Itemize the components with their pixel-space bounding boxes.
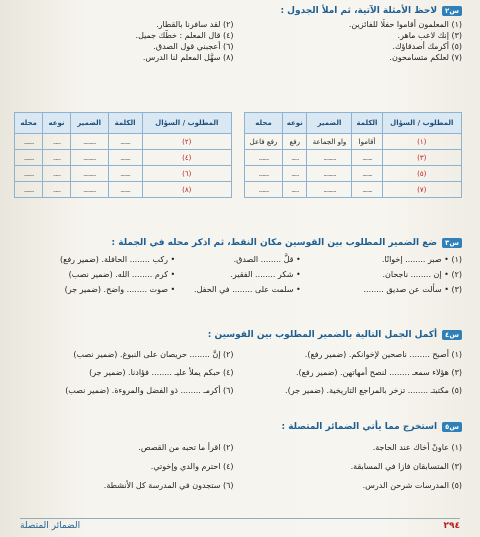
exercise-item: (٢) اقرأ ما تحبه من القصص.	[138, 443, 234, 452]
blank-cell: ..........	[70, 166, 108, 182]
blank-cell: ......	[43, 150, 71, 166]
section-4-header	[14, 422, 462, 432]
section-1-tag: س٢	[442, 6, 462, 16]
table-header: المطلوب / السؤال	[142, 113, 231, 134]
exercise-item: (٣) هؤلاء سمعـ ........ لنصح أمهاتهن. (ضمير رفع).	[295, 368, 462, 377]
section-4-left-col	[14, 438, 234, 495]
table-cell: (٧)	[382, 182, 461, 198]
blank-cell: ........	[15, 166, 43, 182]
table-cell: واو الجماعة	[307, 134, 352, 150]
section-3-right-col	[242, 346, 462, 400]
table-header-row	[245, 113, 462, 134]
blank-cell: ......	[43, 166, 71, 182]
example-item: (٣) إنك لاعب ماهر.	[397, 31, 462, 40]
section-1-examples	[14, 19, 462, 63]
table-cell: (٥)	[382, 166, 461, 182]
section-1-title: لاحظ الأمثلة الآتية، ثم املأ الجدول :	[280, 6, 438, 16]
exercise-item: • ركب ........ الحافلة. (ضمير رفع)	[59, 255, 176, 264]
page-number: ٢٩٤	[443, 521, 460, 531]
section-1-left-col	[14, 19, 234, 63]
table-cell: (٣)	[382, 150, 461, 166]
table-row	[245, 134, 462, 150]
section-1-header	[14, 6, 462, 16]
example-item: (٢) لقد سافرنا بالقطار.	[156, 20, 234, 29]
section-1-right-col	[242, 19, 462, 63]
section-2	[14, 238, 462, 297]
blank-cell: ........	[352, 166, 382, 182]
example-item: (١) المعلمون أقاموا حفلًا للفائزين.	[348, 20, 462, 29]
table-row	[245, 150, 462, 166]
table-cell: (٤)	[142, 150, 231, 166]
table-cell: (١)	[382, 134, 461, 150]
section-4-tag: س٥	[442, 422, 462, 432]
section-2-right-col	[301, 252, 462, 297]
table-header: الضمير	[70, 113, 108, 134]
section-2-tag: س٣	[442, 238, 462, 248]
table-cell: (٦)	[142, 166, 231, 182]
page-footer	[20, 518, 460, 531]
table-cell: (٢)	[142, 134, 231, 150]
section-3-left-col	[14, 346, 234, 400]
table-cell: أقاموا	[352, 134, 382, 150]
table-row	[15, 166, 232, 182]
exercise-item: (٤) حبكم يملأ عليـ ........ فؤادنا. (ضمير جر)	[89, 368, 234, 377]
table-header: الكلمة	[108, 113, 142, 134]
tables-area	[14, 112, 462, 198]
section-3-title: أكمل الجمل التالية بالضمير المطلوب بين القوسين :	[207, 330, 438, 340]
exercise-item: (٣) • سألت عن صديق ........	[363, 285, 462, 294]
section-3	[14, 330, 462, 400]
section-3-items	[14, 346, 462, 400]
section-4-items	[14, 438, 462, 495]
exercise-item: • شكر ........ الفقير.	[230, 270, 301, 279]
blank-cell: ......	[283, 150, 307, 166]
table-header: نوعه	[283, 113, 307, 134]
table-header: نوعه	[43, 113, 71, 134]
blank-cell: ......	[43, 182, 71, 198]
blank-cell: ..........	[307, 150, 352, 166]
exercise-item: (٦) أكرمـ ........ ذو الفضل والمروءة. (ضمير نصب)	[65, 386, 234, 395]
exercise-item: • سلمت على ........ في الحفل.	[194, 285, 301, 294]
section-4	[14, 422, 462, 495]
blank-cell: ..........	[70, 182, 108, 198]
exercise-item: • صوت ........ واضح. (ضمير جر)	[64, 285, 176, 294]
exercise-item: • قلَّ ........ الصدق.	[233, 255, 301, 264]
table-cell: رفع فاعل	[245, 134, 283, 150]
table-row	[245, 182, 462, 198]
section-2-mid-col	[175, 252, 300, 297]
example-item: (٥) أكرمك أصدقاؤك.	[392, 42, 462, 51]
table-right	[244, 112, 462, 198]
table-row	[15, 134, 232, 150]
section-3-tag: س٤	[442, 330, 462, 340]
exercise-item: (١) • صبر ........ إخوانًا.	[381, 255, 462, 264]
table-header: الضمير	[307, 113, 352, 134]
blank-cell: ........	[245, 166, 283, 182]
exercise-item: (٢) إنَّ ........ حريصان على النبوغ. (ضمير نصب)	[73, 350, 234, 359]
section-2-items	[14, 252, 462, 297]
section-4-title: استخرج مما يأتي الضمائر المتصلة :	[281, 422, 438, 432]
blank-cell: ........	[15, 182, 43, 198]
exercise-item: (١) عاونْ أخاك عند الحاجة.	[372, 443, 462, 452]
blank-cell: ......	[43, 134, 71, 150]
example-item: (٨) سهَّل المعلم لنا الدرس.	[142, 53, 234, 62]
exercise-item: (٥) مكتبتـ ........ تزخر بالمراجع التاريخية. (ضمير جر).	[285, 386, 462, 395]
blank-cell: ......	[283, 182, 307, 198]
blank-cell: ........	[245, 182, 283, 198]
example-item: (٤) قال المعلم : خطُّك جميل.	[135, 31, 234, 40]
table-header: المطلوب / السؤال	[382, 113, 461, 134]
blank-cell: ..........	[70, 134, 108, 150]
table-row	[245, 166, 462, 182]
section-2-header	[14, 238, 462, 248]
section-2-left-col	[14, 252, 175, 297]
blank-cell: ..........	[70, 150, 108, 166]
blank-cell: ........	[15, 150, 43, 166]
exercise-item: (٦) ستجدون في المدرسة كل الأنشطة.	[103, 481, 234, 490]
blank-cell: ........	[352, 150, 382, 166]
section-4-right-col	[242, 438, 462, 495]
example-item: (٦) أعجبني قول الصدق.	[153, 42, 234, 51]
table-left	[14, 112, 232, 198]
table-header: محله	[15, 113, 43, 134]
exercise-item: • كرم ........ الله. (ضمير نصب)	[68, 270, 176, 279]
section-1	[14, 6, 462, 63]
exercise-item: (٢) • إن ........ ناجحان.	[382, 270, 462, 279]
table-header: الكلمة	[352, 113, 382, 134]
table-row	[15, 150, 232, 166]
exercise-item: (٥) المدرسات شرحن الدرس.	[362, 481, 462, 490]
footer-section-title: الضمائر المتصلة	[20, 521, 81, 531]
table-header-row	[15, 113, 232, 134]
blank-cell: ........	[108, 166, 142, 182]
table-row	[15, 182, 232, 198]
blank-cell: ..........	[307, 166, 352, 182]
blank-cell: ........	[108, 182, 142, 198]
exercise-item: (٤) احترم والدي وإخوتي.	[150, 462, 234, 471]
exercise-item: (١) أصبح ........ ناصحين لإخوانكم. (ضمير رفع).	[304, 350, 462, 359]
blank-cell: ........	[108, 134, 142, 150]
blank-cell: ..........	[307, 182, 352, 198]
table-cell: (٨)	[142, 182, 231, 198]
blank-cell: ........	[15, 134, 43, 150]
blank-cell: ........	[108, 150, 142, 166]
table-header: محله	[245, 113, 283, 134]
exercise-item: (٣) المتسابقان فازا في المسابقة.	[350, 462, 462, 471]
table-cell: رفع	[283, 134, 307, 150]
blank-cell: ........	[245, 150, 283, 166]
section-3-header	[14, 330, 462, 340]
blank-cell: ......	[283, 166, 307, 182]
blank-cell: ........	[352, 182, 382, 198]
section-2-title: ضع الضمير المطلوب بين القوسين مكان النقط، ثم اذكر محله في الجملة :	[111, 238, 438, 248]
example-item: (٧) لعلكم متسامحون.	[389, 53, 462, 62]
